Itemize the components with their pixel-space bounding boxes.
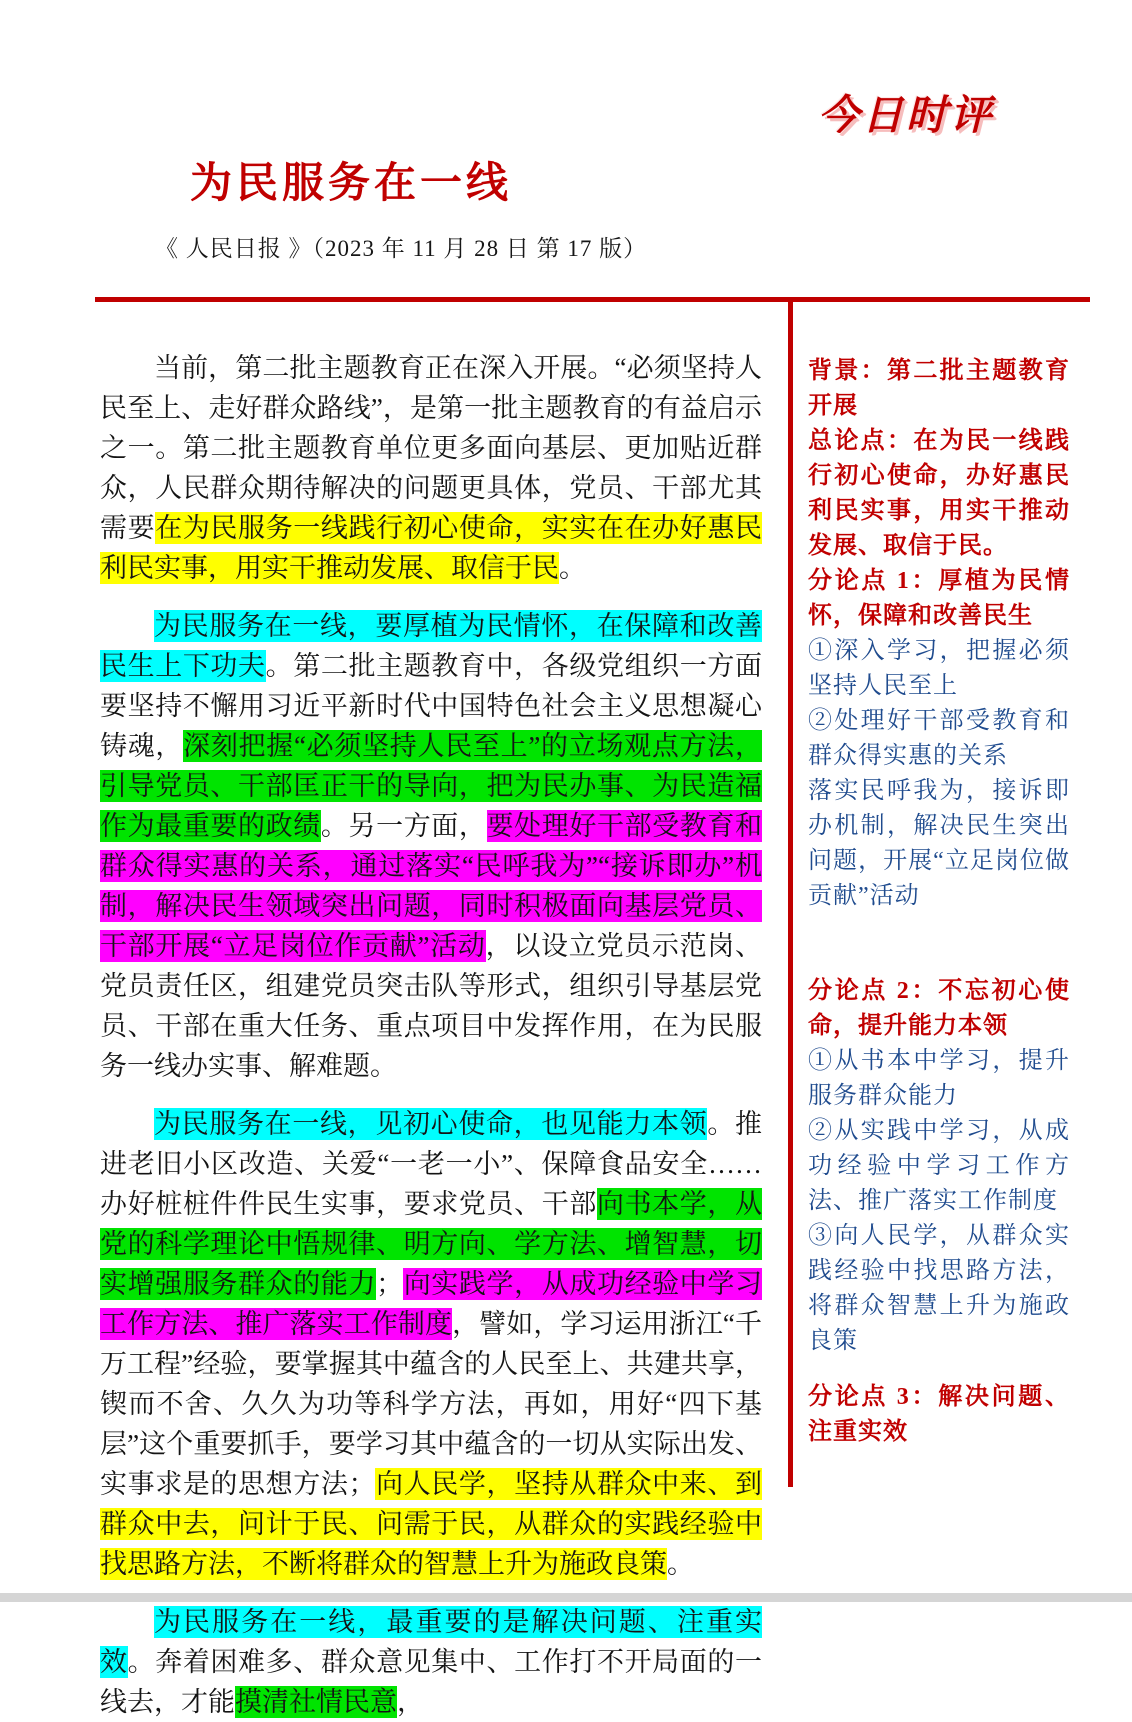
article-source-line: 《 人民日报 》（2023 年 11 月 28 日 第 17 版） — [155, 236, 648, 261]
annotation-line: 落实民呼我为，接诉即办机制，解决民生突出问题，开展“立足岗位做贡献”活动 — [808, 778, 1070, 909]
text-segment: 。第二批主题教育中，各级党组织一方面要坚持不懈用习近平新时代中国特色社会主义思想凝心铸魂， — [100, 651, 763, 761]
site-logo: 今日时评 — [818, 92, 994, 138]
annotation-block-background — [808, 354, 1070, 914]
highlight-yellow-segment: 在为民服务一线践行初心使命，实实在在办好惠民利民实事，用实干推动发展、取信于民 — [100, 513, 763, 583]
highlight-magenta-segment: 向实践学，从成功经验中学习工作方法、推广落实工作制度 — [100, 1269, 763, 1339]
annotation-line: ③向人民学，从群众实践经验中找思路方法，将群众智慧上升为施政良策 — [808, 1223, 1070, 1354]
text-segment: ， — [397, 1687, 424, 1717]
text-segment: 。另一方面， — [320, 811, 487, 841]
highlight-cyan-segment: 为民服务在一线，最重要的是解决问题、注重实效 — [100, 1607, 762, 1677]
text-segment: 。奔着困难多、群众意见集中、工作打不开局面的一线去，才能 — [100, 1647, 762, 1717]
text-segment: ，以设立党员示范岗、党员责任区，组建党员突击队等形式，组织引导基层党员、干部在重大任务、重点项目中发挥作用，在为民服务一线办实事、解难题。 — [100, 931, 763, 1081]
annotation-line: 背景：第二批主题教育开展 — [808, 358, 1070, 419]
annotation-line: 总论点：在为民一线践行初心使命，办好惠民利民实事，用实干推动发展、取信于民。 — [808, 428, 1070, 559]
text-segment: 。推进老旧小区改造、关爱“一老一小”、保障食品安全……办好桩桩件件民生实事，要求党员、干部 — [100, 1109, 763, 1219]
article-paragraph-3 — [100, 1104, 762, 1584]
annotation-line: 分论点 2：不忘初心使命，提升能力本领 — [808, 978, 1070, 1039]
text-segment: ，譬如，学习运用浙江“千万工程”经验，要掌握其中蕴含的人民至上、共建共享，锲而不舍、久久为功等科学方法，再如，用好“四下基层”这个重要抓手，要学习其中蕴含的一切从实际出发、实事求是的思想方法； — [100, 1309, 763, 1499]
annotation-line: ①从书本中学习，提升服务群众能力 — [808, 1048, 1070, 1109]
article-title: 为民服务在一线 — [190, 161, 513, 207]
text-segment: 。 — [559, 553, 586, 583]
highlight-magenta-segment: 要处理好干部受教育和群众得实惠的关系，通过落实“民呼我为”“接诉即办”机制，解决民生领域突出问题，同时积极面向基层党员、干部开展“立足岗位作贡献”活动 — [100, 811, 763, 961]
vertical-divider — [788, 302, 793, 1487]
article-paragraph-1 — [100, 348, 762, 588]
text-segment: 当前，第二批主题教育正在深入开展。“必须坚持人民至上、走好群众路线”，是第一批主题教育的有益启示之一。第二批主题教育单位更多面向基层、更加贴近群众，人民群众期待解决的问题更具体，党员、干部尤其需要 — [100, 353, 762, 543]
text-segment: 。 — [667, 1549, 694, 1579]
highlight-green-segment: 摸清社情民意 — [235, 1687, 397, 1717]
article-body-column — [100, 302, 762, 1722]
annotation-block-point2 — [808, 974, 1070, 1359]
annotation-line: ②处理好干部受教育和群众得实惠的关系 — [808, 708, 1070, 769]
annotation-column — [808, 302, 1070, 1487]
highlight-yellow-segment: 向人民学，坚持从群众中来、到群众中去，问计于民、问需于民，从群众的实践经验中找思路方法，不断将群众的智慧上升为施政良策 — [100, 1469, 763, 1579]
article-paragraph-2 — [100, 606, 762, 1086]
highlight-green-segment: 深刻把握“必须坚持人民至上”的立场观点方法，引导党员、干部匡正干的导向，把为民办事、为民造福作为最重要的政绩 — [100, 731, 763, 841]
annotation-line: ①深入学习，把握必须坚持人民至上 — [808, 638, 1070, 699]
article-paragraph-4 — [100, 1602, 762, 1722]
annotation-block-point3 — [808, 1380, 1070, 1450]
bottom-edge-bar — [0, 1593, 1132, 1602]
annotation-line: ②从实践中学习，从成功经验中学习工作方法、推广落实工作制度 — [808, 1118, 1070, 1214]
highlight-green-segment: 向书本学，从党的科学理论中悟规律、明方向、学方法、增智慧，切实增强服务群众的能力 — [100, 1189, 763, 1299]
annotation-line: 分论点 3：解决问题、注重实效 — [808, 1384, 1070, 1445]
highlight-cyan-segment: 为民服务在一线，要厚植为民情怀，在保障和改善民生上下功夫 — [100, 611, 762, 681]
annotation-line: 分论点 1：厚植为民情怀，保障和改善民生 — [808, 568, 1070, 629]
text-segment: ； — [376, 1269, 404, 1299]
highlight-cyan-segment: 为民服务在一线，见初心使命，也见能力本领 — [154, 1109, 708, 1139]
